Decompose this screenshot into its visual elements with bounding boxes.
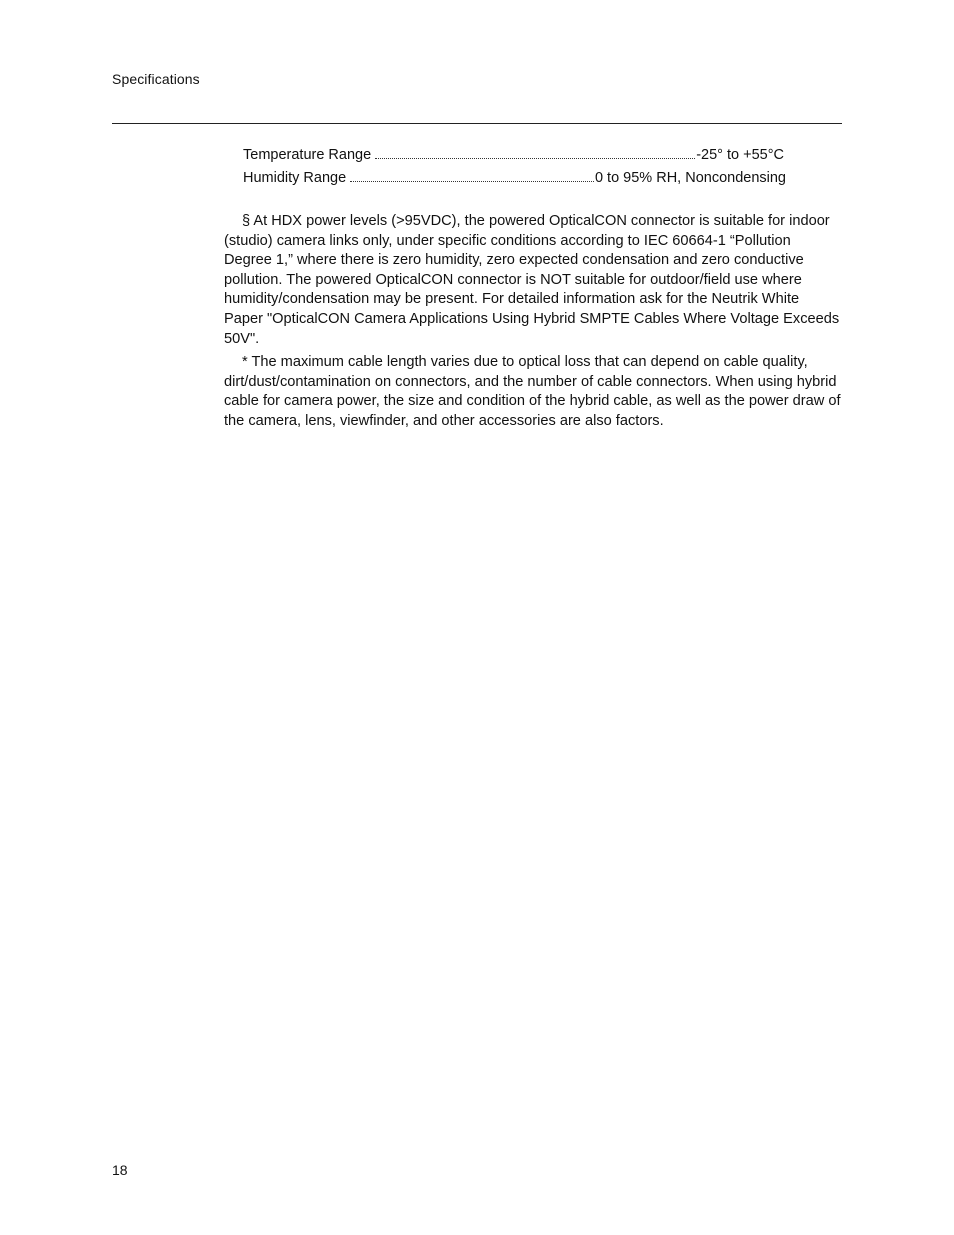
spec-value: 0 to 95% RH, Noncondensing (594, 170, 786, 186)
environmental-spec-list (243, 144, 786, 190)
spec-label: Temperature Range (243, 147, 372, 163)
running-header: Specifications (112, 71, 200, 87)
dot-leader (350, 167, 594, 182)
footnote-cable-length: * The maximum cable length varies due to optical loss that can depend on cable quality, dirt/dust/contamination on connectors, and the number of cable connectors. When using hybrid cable for camera power, the size and condition of the hybrid cable, as well as the power draw of the camera, lens, viewfinder, and other accessories are also factors. (224, 354, 841, 429)
spec-label: Humidity Range (243, 170, 347, 186)
footnotes (224, 212, 842, 436)
footnote-hdx-power: § At HDX power levels (>95VDC), the powered OpticalCON connector is suitable for indoor (studio) camera links only, under specific conditions according to IEC 60664-1 “Pollution Degree 1,” where there is zero humidity, zero expected condensation and zero conductive pollution. The powered OpticalCON connector is NOT suitable for outdoor/field use where humidity/condensation may be present. For detailed information ask for the Neutrik White Paper "OpticalCON Camera Applications Using Hybrid SMPTE Cables Where Voltage Exceeds 50V". (224, 213, 840, 347)
spec-row-humidity (243, 167, 786, 190)
dot-leader (375, 144, 695, 159)
spec-value: -25° to +55°C (696, 147, 784, 163)
spec-row-temperature (243, 144, 784, 167)
page-number: 18 (112, 1162, 128, 1178)
header-divider (112, 123, 842, 124)
